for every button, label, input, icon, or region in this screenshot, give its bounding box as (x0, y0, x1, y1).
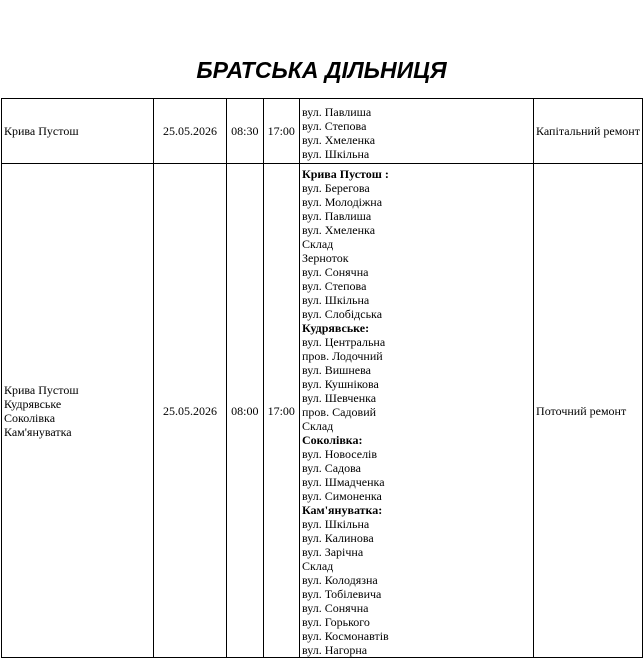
street-item: вул. Вишнева (302, 363, 371, 377)
street-item: вул. Берегова (302, 181, 370, 195)
street-item: вул. Слобідська (302, 307, 383, 321)
end-time-cell: 17:00 (263, 164, 299, 658)
street-item: Склад (302, 419, 334, 433)
settlements-cell (2, 164, 154, 658)
street-item: вул. Шкільна (302, 146, 370, 161)
street-item: вул. Степова (302, 279, 367, 293)
street-item: вул. Новоселів (302, 447, 378, 461)
street-item: вул. Зарічна (302, 545, 364, 559)
street-item: вул. Хмеленка (302, 223, 376, 237)
outage-schedule-table (1, 98, 643, 658)
street-item: вул. Космонавтів (302, 629, 389, 643)
street-item: вул. Шмадченка (302, 475, 385, 489)
street-item: вул. Павлиша (302, 104, 372, 119)
street-item: вул. Степова (302, 118, 367, 133)
start-time-cell: 08:00 (227, 164, 263, 658)
work-type-cell: Поточний ремонт (534, 164, 643, 658)
street-item: вул. Кушнікова (302, 377, 379, 391)
street-item: вул. Тобілевича (302, 587, 382, 601)
street-item: Склад (302, 237, 334, 251)
streets-cell (300, 99, 534, 164)
street-item: вул. Колодязна (302, 573, 378, 587)
street-item: вул. Симоненка (302, 489, 382, 503)
street-item: вул. Шевченка (302, 391, 377, 405)
settlement-name: Крива Пустош (4, 382, 79, 397)
street-item: пров. Садовий (302, 405, 377, 419)
street-item: вул. Шкільна (302, 293, 370, 307)
street-item: вул. Молодіжна (302, 195, 383, 209)
street-item: вул. Сонячна (302, 265, 369, 279)
street-item: вул. Павлиша (302, 209, 372, 223)
settlement-group-heading: Крива Пустош : (302, 167, 389, 181)
date-cell: 25.05.2026 (153, 99, 226, 164)
street-item: вул. Калинова (302, 531, 374, 545)
settlement-name: Кудрявське (4, 396, 62, 411)
settlement-name: Соколівка (4, 410, 56, 425)
settlement-group-heading: Кудрявське: (302, 321, 370, 335)
date-cell: 25.05.2026 (153, 164, 226, 658)
street-item: Склад (302, 559, 334, 573)
page-title: БРАТСЬКА ДІЛЬНИЦЯ (196, 57, 447, 83)
settlement-group-heading: Кам'януватка: (302, 503, 383, 517)
street-item: вул. Центральна (302, 335, 386, 349)
settlement-name: Кам'януватка (4, 424, 72, 439)
work-type-cell: Капітальний ремонт (534, 99, 643, 164)
street-item: пров. Лодочний (302, 349, 383, 363)
street-item: вул. Горького (302, 615, 370, 629)
settlements-cell (2, 99, 154, 164)
settlement-name: Крива Пустош (4, 124, 79, 138)
settlement-group-heading: Соколівка: (302, 433, 363, 447)
streets-cell (300, 164, 534, 658)
street-item: Зерноток (302, 251, 349, 265)
end-time-cell: 17:00 (263, 99, 299, 164)
street-item: вул. Хмеленка (302, 132, 376, 147)
table-row (2, 164, 643, 658)
table-row (2, 99, 643, 164)
street-item: вул. Нагорна (302, 643, 368, 657)
street-item: вул. Сонячна (302, 601, 369, 615)
street-item: вул. Садова (302, 461, 361, 475)
street-item: вул. Шкільна (302, 517, 370, 531)
start-time-cell: 08:30 (227, 99, 263, 164)
